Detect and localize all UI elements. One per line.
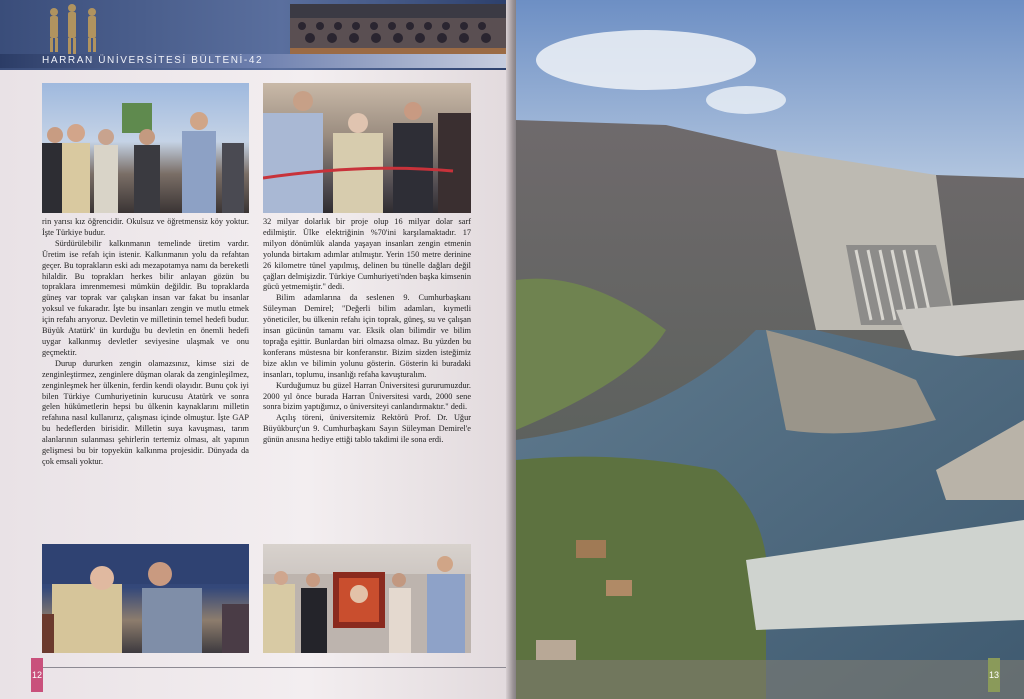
paragraph: 32 milyar dolarlık bir proje olup 16 milyar dolar sarf edilmiştir. Ülke elektriğinin %70'ini karşılamaktadır. 17 milyon dönümlük alanda yaşayan insanları zengin etmenin yolunda birtakım adımlar atılmıştır. Yerin 150 metre derinine 26 kilometre tünel yapılmış, delinen bu tünelle dağları değil çağları delmişizdir. Türkiye Cumhuriyeti'nden başka kimsenin gücü yetmemiştir." dedi. (263, 217, 471, 292)
page-number-left: 12 (31, 658, 43, 692)
bulletin-title: HARRAN ÜNİVERSİTESİ BÜLTENİ-42 (42, 55, 264, 66)
paragraph: rin yarısı kız öğrencidir. Okulsuz ve öğretmensiz köy yoktur. İşte Türkiye budur. (42, 217, 249, 237)
right-page-dam-photo (516, 0, 1024, 699)
photo-seated-guests (42, 544, 249, 653)
photo-ribbon-cutting (263, 83, 471, 213)
header-audience-photo (290, 4, 508, 58)
paragraph: Durup dururken zengin olamazsınız, kimse sizi de zenginleştirmez, zenginlere düşman olarak da zenginleşilmez, zenginleşmek her ülkenin, ferdin kendi olayıdır. Bunu çok iyi bilen Türkiye Cumhuriyetinin kurucusu Atatürk ve sonra gelen hükümetlerin hepsi bu ülkenin kaynaklarını milletin refahına nasıl kullanırız, çalışması içinde olmuştur. İşte GAP bu hedeflerden birisidir. Milletin suya kavuşması, tarım alanlarının sulanması şehirlerin tertemiz olması, alt yapının gelişmesi bu bir topyekün kalkınma projesidir. Dünyada da çok emsali yoktur. (42, 358, 249, 466)
paragraph: Sürdürülebilir kalkınmanın temelinde üretim vardır. Üretim ise refah için istenir. Kalkınmanın yolu da refahtan geçer. Bu toprakların eski adı mezapotamya namı da bereketli hilaldir. Bu toprakları herkes bilir anlayan gözün bu topraklara imrenmemesi mümkün değildir. Bu topraklarda güneş var toprak var çalışkan insan var fakat bu insanlar yoksul ve fukaradır. İşte bu insanları zengin ve mutlu etmek için refahı arıyoruz. Devletin ve milletinin temel hedefi budur. Büyük Atatürk' ün kurduğu bu devletin en önemli hedefi uygar kalkınmış devletler seviyesine ulaşmak ve onu geçmektir. (42, 238, 249, 357)
paragraph: Bilim adamlarına da seslenen 9. Cumhurbaşkanı Süleyman Demirel; "Değerli bilim adamları, kıymetli yöneticiler, bu ülkenin refahı için toprak, güneş, su ve çalışan insan gücünün tamamı var. Eksik olan bilimdir ve bilim toprağa eşittir. Bunlardan biri olmazsa olmaz. Bu yüzden bu konferans müstesna bir konferanstır. Bizim sizden isteğimiz bize aklın ve bilimin yolunu gösterin. Gösterin ki buradaki insanları, toplumu, insanlığı refaha kavuşturalım. (263, 293, 471, 379)
header-band (0, 0, 512, 70)
text-column-right (263, 217, 471, 446)
text-column-left (42, 217, 249, 468)
paragraph: Kurduğumuz bu güzel Harran Üniversitesi gururumuzdur. 2000 yıl önce burada Harran Üniversitesi vardı, 2000 sene sonra bizim yaptığımız, o üniversiteyi canlandırmaktır." dedi. (263, 380, 471, 412)
ataturk-dam-landscape-image (516, 0, 1024, 699)
paragraph: Açılış töreni, üniversitemiz Rektörü Prof. Dr. Uğur Büyükburç'un 9. Cumhurbaşkanı Sayın Süleyman Demirel'e günün anısına hediye ettiği tablo takdimi ile sona erdi. (263, 413, 471, 445)
photo-officials-group (42, 83, 249, 213)
statue-group-image (40, 0, 110, 56)
footer-rule (42, 667, 512, 668)
page-number-right: 13 (988, 658, 1000, 692)
photo-painting-presentation (263, 544, 471, 653)
